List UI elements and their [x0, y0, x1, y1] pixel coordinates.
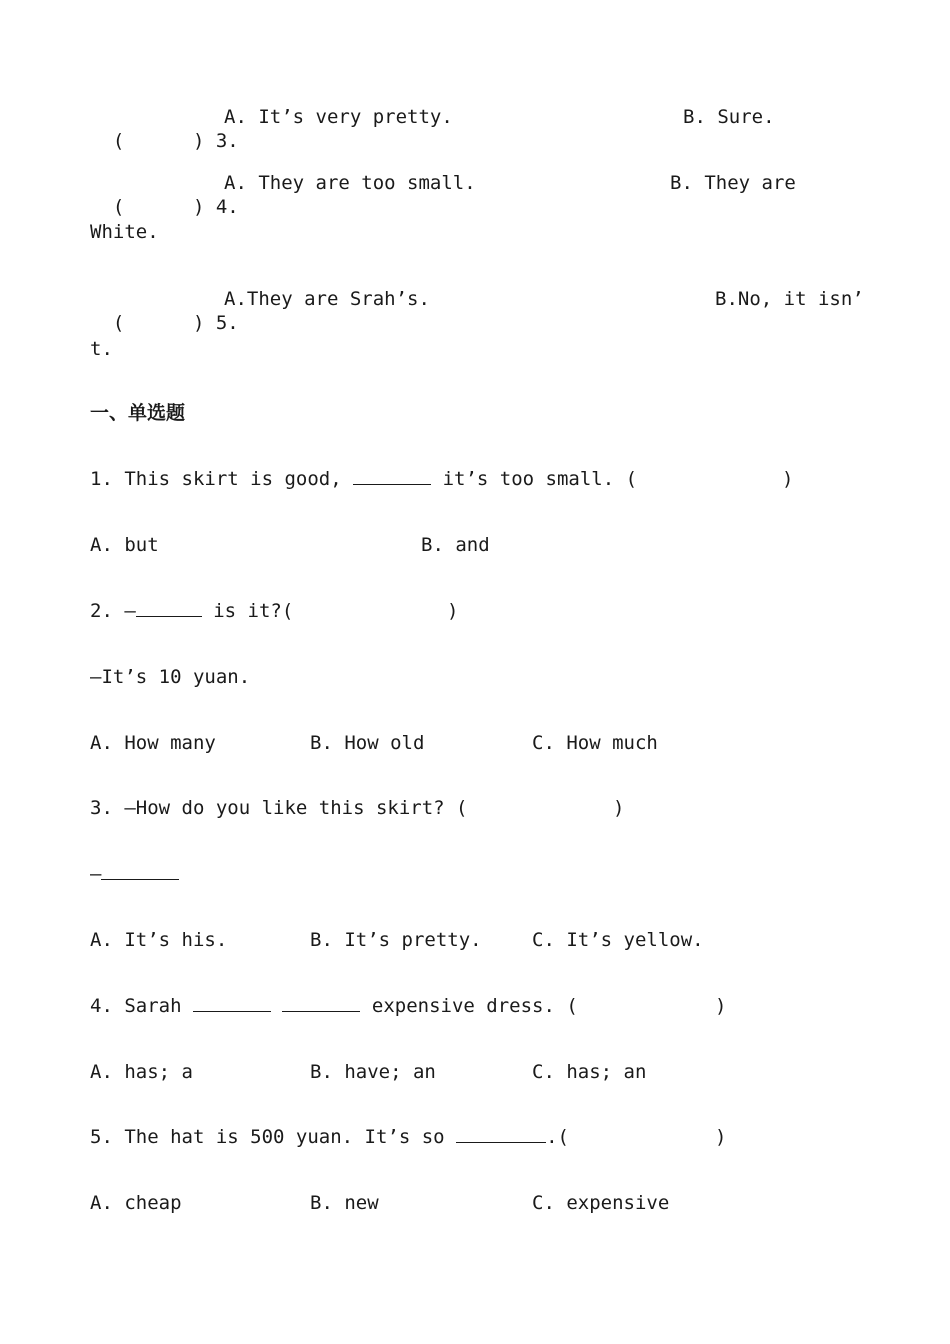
answer-line: —It’s 10 yuan. [90, 666, 251, 688]
answer-blank[interactable] [353, 467, 431, 485]
answer-bracket-close: ) [613, 797, 625, 819]
option-a[interactable]: A. cheap [90, 1192, 182, 1214]
answer-bracket: ( ) 3. [112, 130, 239, 152]
answer-bracket: ( ) 5. [112, 312, 239, 334]
option-a: A.They are Srah’s. [224, 288, 430, 310]
answer-blank[interactable] [101, 862, 179, 880]
answer-line: — [90, 862, 179, 886]
answer-bracket: ( ) 4. [112, 196, 239, 218]
question-2-stem: 2. — is it?( [90, 600, 294, 622]
option-b-continued: t. [90, 338, 113, 360]
answer-bracket-close: ) [715, 1126, 727, 1148]
option-b: B. They are [670, 172, 796, 194]
section-title: 一、单选题 [90, 402, 186, 424]
question-1-stem: 1. This skirt is good, it’s too small. ( [90, 468, 638, 490]
option-b-continued: White. [90, 221, 159, 243]
listening-q5 [90, 287, 239, 335]
option-b: B.No, it isn’ [715, 288, 864, 310]
question-3-stem: 3. —How do you like this skirt? ( [90, 797, 468, 819]
option-c[interactable]: C. expensive [532, 1192, 670, 1214]
option-a[interactable]: A. It’s his. [90, 929, 228, 951]
option-b[interactable]: B. and [421, 534, 490, 556]
question-4-stem: 4. Sarah expensive dress. ( [90, 995, 578, 1017]
option-c[interactable]: C. It’s yellow. [532, 929, 704, 951]
answer-bracket-close: ) [447, 600, 459, 622]
option-a: A. They are too small. [224, 172, 476, 194]
option-b[interactable]: B. new [310, 1192, 379, 1214]
option-b[interactable]: B. How old [310, 732, 425, 754]
option-c[interactable]: C. How much [532, 732, 658, 754]
option-b: B. Sure. [683, 106, 775, 128]
answer-blank[interactable] [456, 1125, 546, 1143]
answer-blank[interactable] [193, 994, 271, 1012]
option-b[interactable]: B. have; an [310, 1061, 436, 1083]
listening-q4 [90, 171, 239, 219]
listening-q3 [90, 105, 239, 153]
answer-blank[interactable] [136, 599, 202, 617]
option-a[interactable]: A. has; a [90, 1061, 193, 1083]
option-a[interactable]: A. but [90, 534, 159, 556]
option-c[interactable]: C. has; an [532, 1061, 647, 1083]
answer-bracket-close: ) [715, 995, 727, 1017]
question-5-stem: 5. The hat is 500 yuan. It’s so .( [90, 1126, 569, 1148]
option-a: A. It’s very pretty. [224, 106, 453, 128]
answer-blank[interactable] [282, 994, 360, 1012]
answer-bracket-close: ) [782, 468, 794, 490]
option-a[interactable]: A. How many [90, 732, 216, 754]
option-b[interactable]: B. It’s pretty. [310, 929, 482, 951]
